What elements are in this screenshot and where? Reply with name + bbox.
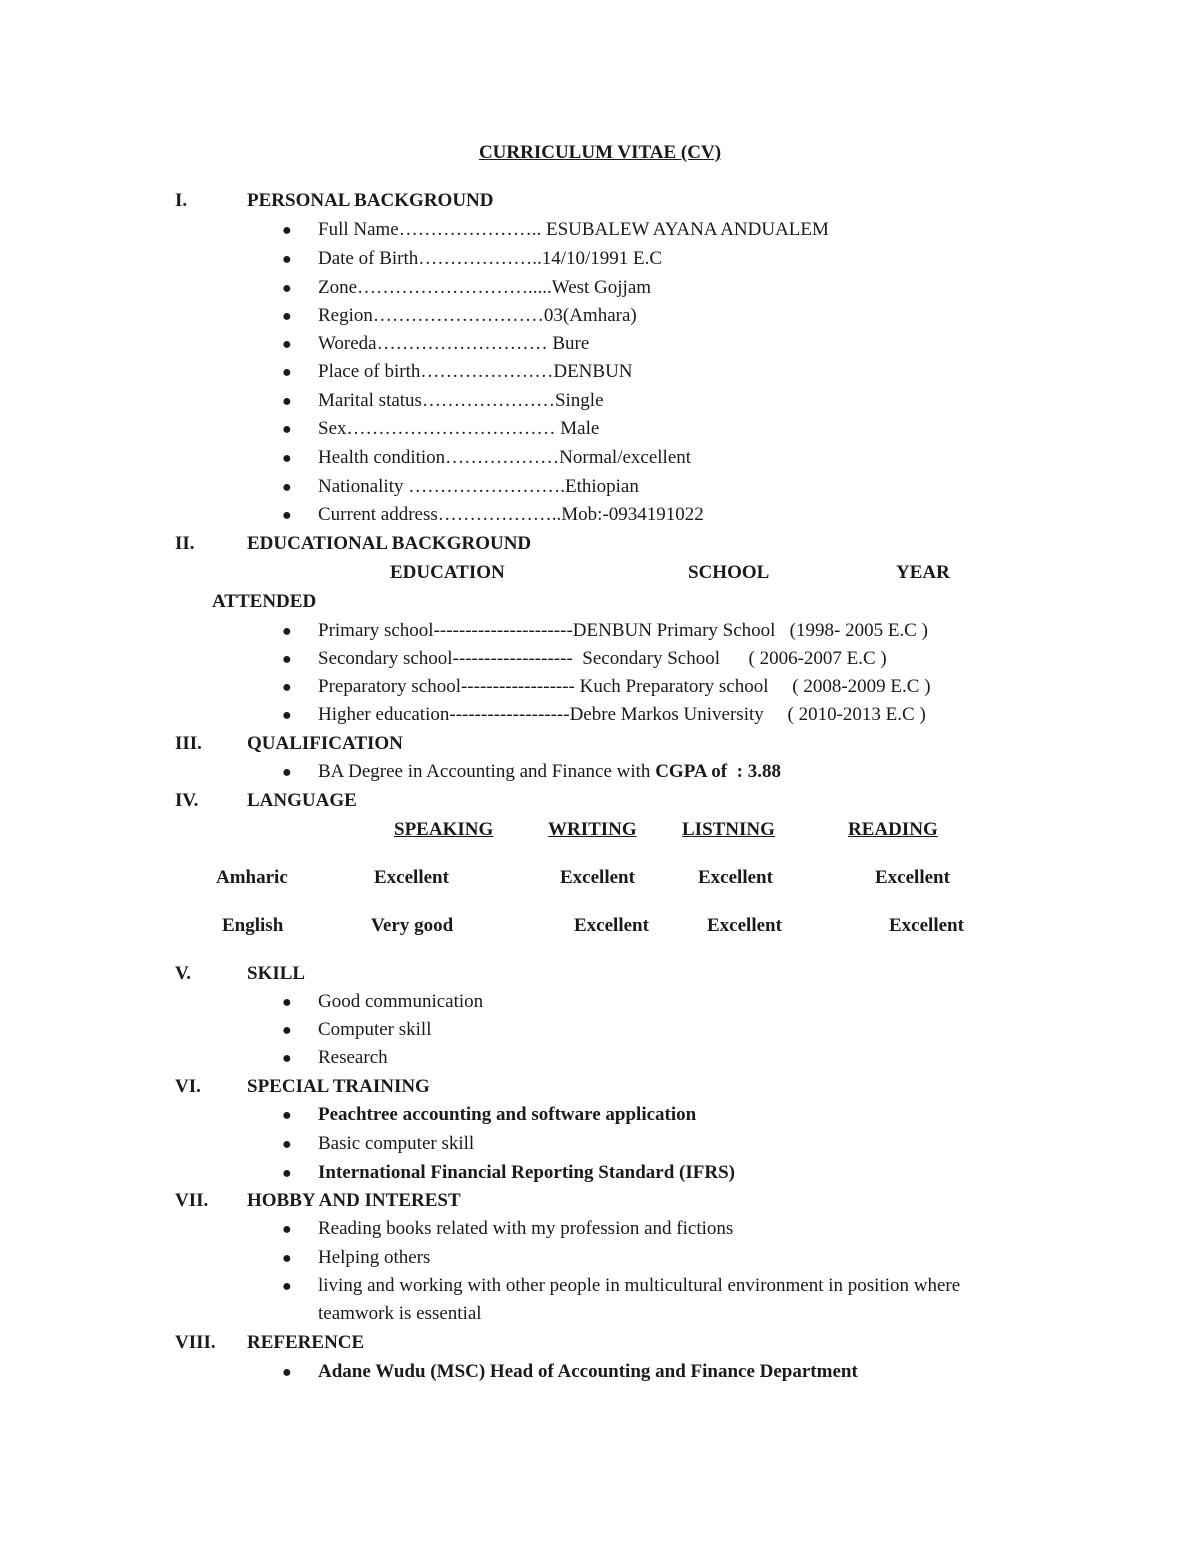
language-value: Excellent <box>574 915 649 936</box>
hobby-item: Helping others <box>318 1247 431 1268</box>
bullet-icon: ● <box>282 1278 292 1295</box>
section-number: VI. <box>175 1076 201 1097</box>
section-label: REFERENCE <box>247 1332 365 1353</box>
section-label: SPECIAL TRAINING <box>247 1076 430 1097</box>
list-item <box>282 248 662 270</box>
skill-item: Computer skill <box>318 1019 432 1040</box>
school-column-header: SCHOOL <box>688 562 770 583</box>
personal-full-name: Full Name………………….. ESUBALEW AYANA ANDUALEM <box>318 219 829 240</box>
section-reference-heading <box>175 1332 364 1354</box>
bullet-icon: ● <box>282 1250 292 1267</box>
personal-health: Health condition………………Normal/excellent <box>318 447 692 468</box>
section-hobby-heading <box>175 1190 461 1212</box>
bullet-icon: ● <box>282 679 292 696</box>
section-number: III. <box>175 733 202 754</box>
bullet-icon: ● <box>282 1022 292 1039</box>
speaking-header: SPEAKING <box>394 819 494 840</box>
list-item-continuation <box>282 1303 482 1325</box>
language-name: English <box>222 915 284 936</box>
section-label: EDUCATIONAL BACKGROUND <box>247 533 532 554</box>
section-training-heading <box>175 1076 430 1098</box>
list-item <box>282 704 926 726</box>
list-item <box>282 1275 960 1297</box>
hobby-item: living and working with other people in multicultural environment in position where <box>318 1275 961 1296</box>
personal-woreda: Woreda……………………… Bure <box>318 333 590 354</box>
section-number: VII. <box>175 1190 209 1211</box>
training-item: Peachtree accounting and software application <box>318 1104 697 1125</box>
training-item: Basic computer skill <box>318 1133 475 1154</box>
list-item <box>282 991 483 1013</box>
training-item: International Financial Reporting Standard (IFRS) <box>318 1162 735 1183</box>
bullet-icon: ● <box>282 1050 292 1067</box>
bullet-icon: ● <box>282 280 292 297</box>
list-item <box>282 1162 735 1184</box>
qualification-cgpa: CGPA of : 3.88 <box>655 761 781 782</box>
education-row: Secondary school------------------- Secondary School ( 2006-2007 E.C ) <box>318 648 887 669</box>
bullet-icon: ● <box>282 1364 292 1381</box>
bullet-icon: ● <box>282 1221 292 1238</box>
list-item <box>282 1133 474 1155</box>
section-number: V. <box>175 963 192 984</box>
list-item <box>282 676 931 698</box>
personal-zone: Zone……………………….....West Gojjam <box>318 277 652 298</box>
list-item <box>282 305 637 327</box>
year-column-header: YEAR <box>896 562 950 583</box>
bullet-icon: ● <box>282 1136 292 1153</box>
section-language-heading <box>175 790 357 812</box>
personal-marital-status: Marital status…………………Single <box>318 390 604 411</box>
list-item <box>282 1047 388 1069</box>
education-row: Higher education-------------------Debre Markos University ( 2010-2013 E.C ) <box>318 704 926 725</box>
bullet-icon: ● <box>282 994 292 1011</box>
bullet-icon: ● <box>282 507 292 524</box>
hobby-item-continued: teamwork is essential <box>318 1303 482 1324</box>
bullet-icon: ● <box>282 450 292 467</box>
section-number: I. <box>175 190 188 211</box>
bullet-icon: ● <box>282 479 292 496</box>
list-item <box>282 390 604 412</box>
bullet-icon: ● <box>282 336 292 353</box>
reference-item: Adane Wudu (MSC) Head of Accounting and Finance Department <box>318 1361 858 1382</box>
bullet-icon: ● <box>282 308 292 325</box>
language-value: Excellent <box>889 915 964 936</box>
list-item <box>282 476 639 498</box>
list-item <box>282 504 704 526</box>
qualification-text: BA Degree in Accounting and Finance with <box>318 761 656 782</box>
section-label: SKILL <box>247 963 306 984</box>
reading-header: READING <box>848 819 938 840</box>
writing-header: WRITING <box>548 819 637 840</box>
personal-date-of-birth: Date of Birth………………..14/10/1991 E.C <box>318 248 663 269</box>
list-item <box>282 333 589 355</box>
list-item <box>282 1247 430 1269</box>
bullet-icon: ● <box>282 707 292 724</box>
section-number: IV. <box>175 790 199 811</box>
list-item <box>282 1104 696 1126</box>
bullet-icon: ● <box>282 623 292 640</box>
bullet-icon: ● <box>282 651 292 668</box>
language-value: Excellent <box>374 867 449 888</box>
education-row: Preparatory school------------------ Kuch Preparatory school ( 2008-2009 E.C ) <box>318 676 931 697</box>
language-value: Excellent <box>875 867 950 888</box>
bullet-icon: ● <box>282 393 292 410</box>
list-item <box>282 447 691 469</box>
bullet-icon: ● <box>282 251 292 268</box>
language-value: Very good <box>371 915 454 936</box>
list-item <box>282 1218 733 1240</box>
personal-region: Region………………………03(Amhara) <box>318 305 637 326</box>
list-item <box>282 620 928 642</box>
section-label: QUALIFICATION <box>247 733 403 754</box>
language-value: Excellent <box>707 915 782 936</box>
list-item <box>282 418 599 440</box>
personal-sex: Sex…………………………… Male <box>318 418 600 439</box>
section-label: PERSONAL BACKGROUND <box>247 190 494 211</box>
attended-column-header: ATTENDED <box>212 591 317 612</box>
list-item <box>282 219 829 241</box>
list-item <box>282 361 633 383</box>
language-value: Excellent <box>560 867 635 888</box>
bullet-icon: ● <box>282 222 292 239</box>
bullet-icon: ● <box>282 364 292 381</box>
personal-address: Current address………………..Mob:-0934191022 <box>318 504 704 525</box>
section-education-heading <box>175 533 531 555</box>
section-number: II. <box>175 533 195 554</box>
bullet-icon: ● <box>282 421 292 438</box>
section-personal-heading <box>175 190 494 212</box>
language-value: Excellent <box>698 867 773 888</box>
list-item <box>282 761 781 783</box>
bullet-icon: ● <box>282 764 292 781</box>
document-title: CURRICULUM VITAE (CV) <box>478 142 722 163</box>
personal-nationality: Nationality …………………….Ethiopian <box>318 476 639 497</box>
bullet-icon: ● <box>282 1165 292 1182</box>
list-item <box>282 1361 858 1383</box>
section-number: VIII. <box>175 1332 216 1353</box>
section-skill-heading <box>175 963 305 985</box>
list-item <box>282 648 887 670</box>
list-item <box>282 1019 431 1041</box>
skill-item: Research <box>318 1047 388 1068</box>
education-column-header: EDUCATION <box>390 562 505 583</box>
section-label: LANGUAGE <box>247 790 357 811</box>
personal-place-of-birth: Place of birth…………………DENBUN <box>318 361 633 382</box>
bullet-icon: ● <box>282 1107 292 1124</box>
list-item <box>282 277 651 299</box>
section-label: HOBBY AND INTEREST <box>247 1190 461 1211</box>
language-name: Amharic <box>216 867 288 888</box>
education-row: Primary school----------------------DENBUN Primary School (1998- 2005 E.C ) <box>318 620 928 641</box>
hobby-item: Reading books related with my profession and fictions <box>318 1218 734 1239</box>
section-qualification-heading <box>175 733 403 755</box>
skill-item: Good communication <box>318 991 484 1012</box>
listening-header: LISTNING <box>682 819 775 840</box>
